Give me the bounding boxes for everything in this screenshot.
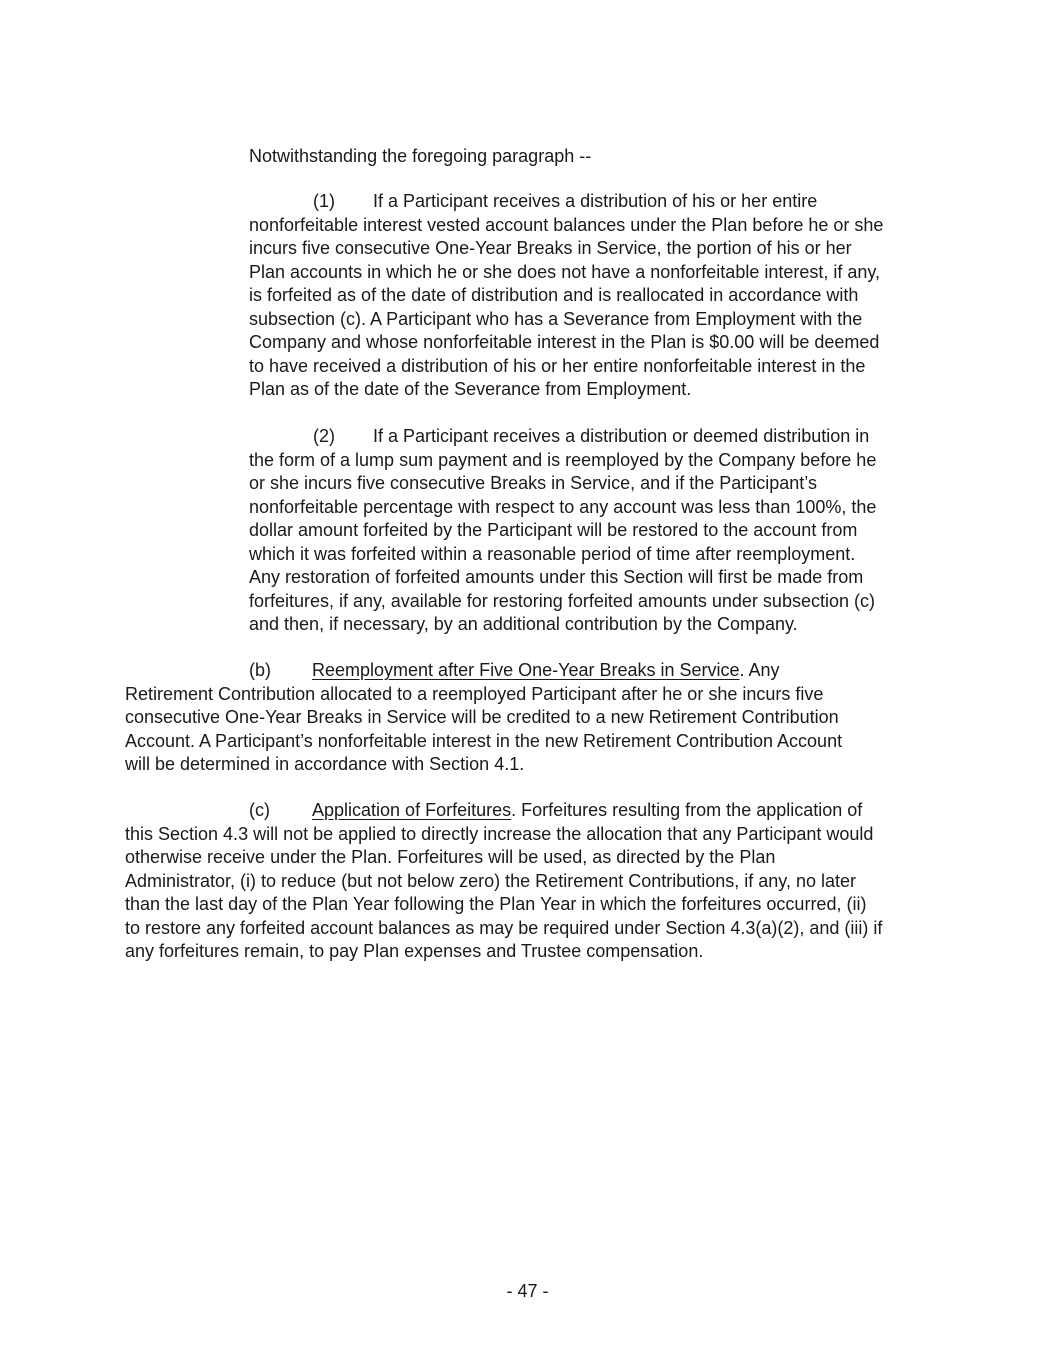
subparagraph-2-label: (2) [313,426,335,446]
section-c [125,799,925,964]
subparagraph-1 [249,190,921,402]
paragraph-line: to restore any forfeited account balances as may be required under Section 4.3(a)(2), and (iii) if [125,917,883,938]
intro-paragraph: Notwithstanding the foregoing paragraph -- [249,146,592,166]
paragraph-line: otherwise receive under the Plan. Forfeitures will be used, as directed by the Plan [125,847,776,867]
section-c-first-line [125,799,925,823]
paragraph-line: Company and whose nonforfeitable interest in the Plan is $0.00 will be deemed [249,332,880,352]
paragraph-line: is forfeited as of the date of distribution and is reallocated in accordance with [249,285,859,305]
section-b-first-tail: . Any [739,660,780,680]
paragraph-line: Administrator, (i) to reduce (but not below zero) the Retirement Contributions, if any, no later [125,870,857,891]
paragraph-line: nonforfeitable percentage with respect to any account was less than 100%, the [249,496,877,517]
subparagraph-1-label: (1) [313,191,335,211]
paragraph-line: forfeitures, if any, available for restoring forfeited amounts under subsection (c) [249,590,875,611]
paragraph-line: Any restoration of forfeited amounts under this Section will first be made from [249,567,864,587]
paragraph-line: nonforfeitable interest vested account balances under the Plan before he or she [249,214,884,235]
paragraph-line: If a Participant receives a distribution of his or her entire [373,191,818,211]
paragraph-line: incurs five consecutive One-Year Breaks in Service, the portion of his or her [249,238,852,258]
section-b-label: (b) [249,660,271,680]
paragraph-line: or she incurs five consecutive Breaks in Service, and if the Participant’s [249,473,817,493]
section-c-heading: Application of Forfeitures [312,800,512,820]
paragraph-line: Account. A Participant’s nonforfeitable interest in the new Retirement Contribution Account [125,730,843,751]
section-c-first-tail: . Forfeitures resulting from the application of [511,800,863,820]
subparagraph-2 [249,425,921,637]
section-b-heading: Reemployment after Five One-Year Breaks in Service [312,660,740,680]
subparagraph-2-first-line [249,425,921,449]
paragraph-line: this Section 4.3 will not be applied to directly increase the allocation that any Participant would [125,823,874,844]
paragraph-line: the form of a lump sum payment and is reemployed by the Company before he [249,449,877,470]
paragraph-line: dollar amount forfeited by the Participant will be restored to the account from [249,520,858,540]
paragraph-line: consecutive One-Year Breaks in Service will be credited to a new Retirement Contribution [125,707,839,727]
paragraph-line: If a Participant receives a distribution or deemed distribution in [373,426,870,446]
section-b-first-line [125,659,925,683]
paragraph-line: than the last day of the Plan Year following the Plan Year in which the forfeitures occurred, (ii) [125,894,867,914]
subparagraph-1-first-line [249,190,921,214]
paragraph-line: Plan accounts in which he or she does not have a nonforfeitable interest, if any, [249,261,881,282]
paragraph-line: will be determined in accordance with Section 4.1. [125,754,525,774]
paragraph-line: Plan as of the date of the Severance from Employment. [249,379,692,399]
paragraph-line: which it was forfeited within a reasonable period of time after reemployment. [249,543,856,564]
paragraph-line: and then, if necessary, by an additional contribution by the Company. [249,614,798,634]
paragraph-line: to have received a distribution of his or her entire nonforfeitable interest in the [249,355,866,376]
section-b [125,659,925,777]
section-c-label: (c) [249,800,270,820]
page-number: - 47 - [506,1281,549,1301]
paragraph-line: subsection (c). A Participant who has a Severance from Employment with the [249,308,863,329]
paragraph-line: any forfeitures remain, to pay Plan expenses and Trustee compensation. [125,941,704,961]
paragraph-line: Retirement Contribution allocated to a reemployed Participant after he or she incurs five [125,683,824,704]
